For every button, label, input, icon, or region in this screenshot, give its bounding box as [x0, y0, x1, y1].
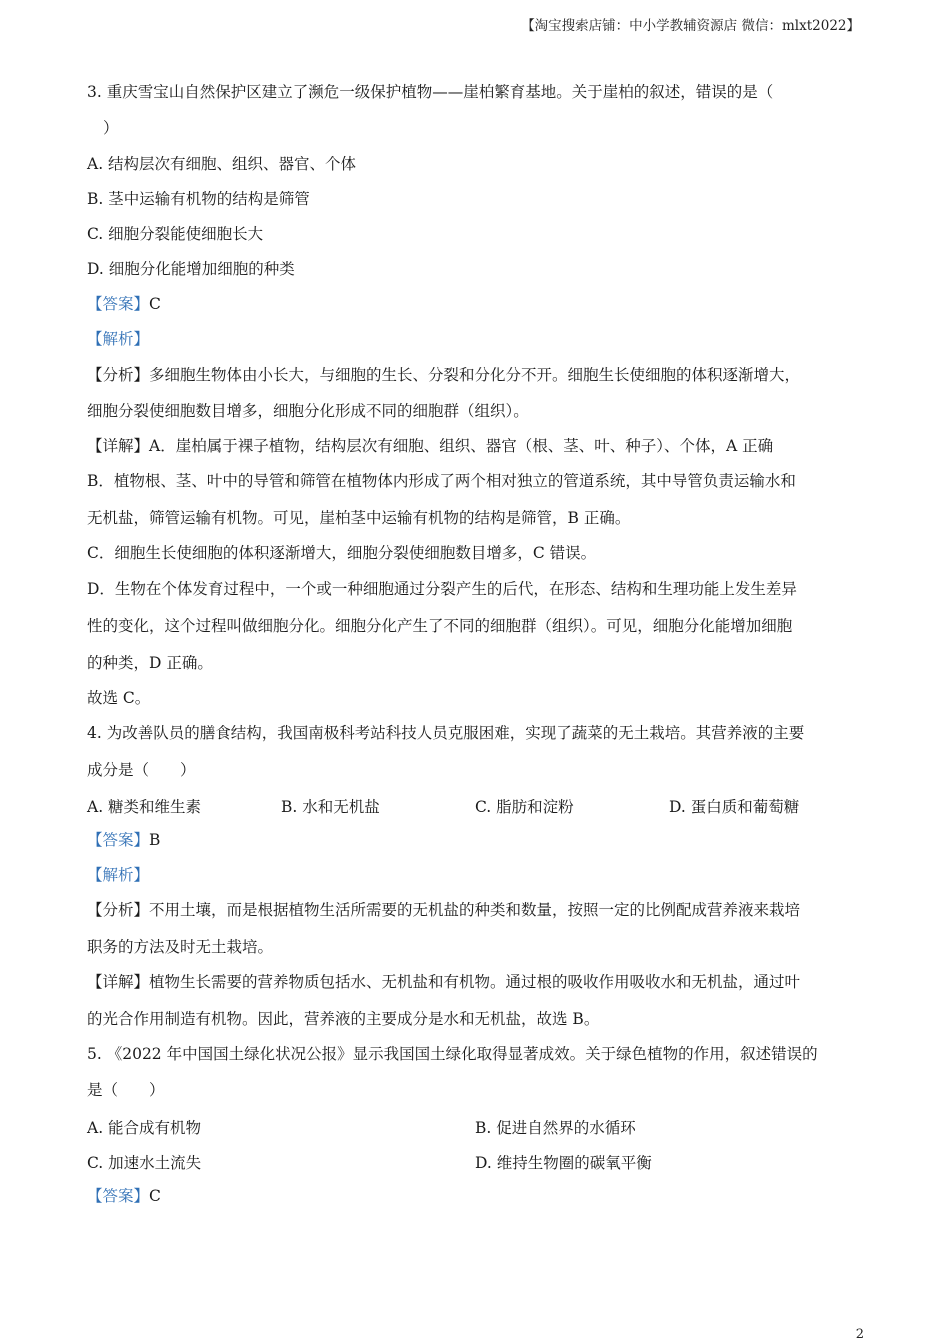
- q5-answer: [87, 1186, 161, 1206]
- q5-answer-tag: 【答案】: [87, 1187, 150, 1205]
- q4-option-c: C. 脂肪和淀粉: [475, 798, 574, 816]
- q3-option-a: A. 结构层次有细胞、组织、器官、个体: [87, 155, 357, 173]
- q3-detail-b-line1: B．植物根、茎、叶中的导管和筛管在植物体内形成了两个相对独立的管道系统，其中导管负责运输水和: [87, 472, 796, 490]
- q3-detail-d-line2: 性的变化，这个过程叫做细胞分化。细胞分化产生了不同的细胞群（组织）。可见，细胞分化能增加细胞: [87, 617, 793, 635]
- q3-detail-a: 【详解】A．崖柏属于裸子植物，结构层次有细胞、组织、器官（根、茎、叶、种子）、个体，A 正确: [87, 437, 774, 455]
- q3-answer-value: C: [149, 295, 161, 313]
- q5-option-b: B. 促进自然界的水循环: [475, 1119, 636, 1137]
- q5-stem-line2: 是（ ）: [87, 1081, 165, 1099]
- q4-answer-value: B: [149, 831, 161, 849]
- q3-detail-b-line2: 无机盐，筛管运输有机物。可见，崖柏茎中运输有机物的结构是筛管，B 正确。: [87, 509, 631, 527]
- q3-option-d: D. 细胞分化能增加细胞的种类: [87, 260, 295, 278]
- q4-fenxi-line2: 职务的方法及时无土栽培。: [87, 938, 274, 956]
- q5-option-a: A. 能合成有机物: [87, 1119, 202, 1137]
- q3-detail-d-line3: 的种类，D 正确。: [87, 654, 213, 672]
- page-header: 【淘宝搜索店铺：中小学教辅资源店 微信：mlxt2022】: [521, 18, 860, 34]
- q3-option-c: C. 细胞分裂能使细胞长大: [87, 225, 264, 243]
- q3-option-b: B. 茎中运输有机物的结构是筛管: [87, 190, 310, 208]
- q4-option-b: B. 水和无机盐: [281, 798, 380, 816]
- q4-analysis-tag: 【解析】: [87, 866, 150, 884]
- q3-detail-d-line1: D．生物在个体发育过程中，一个或一种细胞通过分裂产生的后代，在形态、结构和生理功能上发生差异: [87, 580, 797, 598]
- q5-answer-value: C: [149, 1187, 161, 1205]
- q3-answer: [87, 294, 161, 314]
- q3-fenxi-line2: 细胞分裂使细胞数目增多，细胞分化形成不同的细胞群（组织）。: [87, 402, 529, 420]
- q3-answer-tag: 【答案】: [87, 295, 150, 313]
- q4-fenxi-line1: 【分析】不用土壤，而是根据植物生活所需要的无机盐的种类和数量，按照一定的比例配成营养液来栽培: [87, 901, 801, 919]
- q4-option-a: A. 糖类和维生素: [87, 798, 202, 816]
- q5-stem-line1: 5. 《2022 年中国国土绿化状况公报》显示我国国土绿化取得显著成效。关于绿色植物的作用，叙述错误的: [87, 1045, 818, 1063]
- q4-answer: [87, 830, 160, 850]
- q4-detail-line2: 的光合作用制造有机物。因此，营养液的主要成分是水和无机盐，故选 B。: [87, 1010, 600, 1028]
- q4-stem-line2: 成分是（ ）: [87, 761, 196, 779]
- page-number: 2: [855, 1327, 864, 1342]
- q3-stem-line2: ）: [103, 119, 119, 137]
- q3-fenxi-line1: 【分析】多细胞生物体由小长大，与细胞的生长、分裂和分化分不开。细胞生长使细胞的体积逐渐增大，: [87, 366, 801, 384]
- q3-conclusion: 故选 C。: [87, 689, 151, 707]
- q5-option-c: C. 加速水土流失: [87, 1154, 202, 1172]
- q4-option-d: D. 蛋白质和葡萄糖: [669, 798, 800, 816]
- q3-detail-c: C．细胞生长使细胞的体积逐渐增大，细胞分裂使细胞数目增多，C 错误。: [87, 544, 597, 562]
- q3-stem-line1: 3. 重庆雪宝山自然保护区建立了濒危一级保护植物——崖柏繁育基地。关于崖柏的叙述，错误的是（: [87, 83, 774, 101]
- q5-option-d: D. 维持生物圈的碳氧平衡: [475, 1154, 652, 1172]
- q4-detail-line1: 【详解】植物生长需要的营养物质包括水、无机盐和有机物。通过根的吸收作用吸收水和无机盐，通过叶: [87, 973, 801, 991]
- q4-stem-line1: 4. 为改善队员的膳食结构，我国南极科考站科技人员克服困难，实现了蔬菜的无土栽培。其营养液的主要: [87, 724, 805, 742]
- q3-analysis-tag: 【解析】: [87, 330, 150, 348]
- q4-answer-tag: 【答案】: [87, 831, 150, 849]
